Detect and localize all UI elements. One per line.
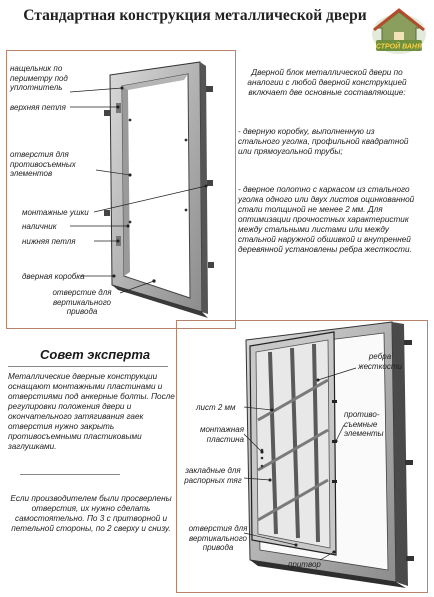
label-anti-removal-holes: отверстия для противосъемных элементов (10, 150, 76, 178)
label-mounting-plate: монтажная пластина (200, 425, 244, 444)
logo-text: СТРОЙ ВАНЯ (375, 43, 423, 51)
description-intro: Дверной блок металлической двери по аналогии с любой дверной конструкцией включает две основные составляющие: (247, 68, 407, 97)
label-sheet-2mm: лист 2 мм (196, 403, 236, 412)
label-vertical-drive-holes: отверстия для вертикального привода (188, 524, 248, 552)
page-title: Стандартная конструкция металлической двери (23, 7, 367, 24)
label-vertical-drive-hole: отверстие для вертикального привода (52, 288, 112, 316)
label-lower-hinge: нижняя петля (22, 237, 76, 246)
expert-title: Совет эксперта (40, 347, 151, 362)
description-item-frame: - дверную коробку, выполненную из стального уголка, профильной квадратной или прямоугольной трубы; (238, 127, 409, 156)
expert-note: Если производителем были просверлены отверстия, их нужно сделать самостоятельно. По 3 с притворной и петельной стороны, по 2 сверху и снизу. (10, 494, 172, 533)
label-anti-removal-elements: противо-съемные элементы (344, 410, 384, 438)
label-stiffening-ribs: ребра жесткости (358, 352, 402, 371)
label-seal-flange: нащельник по периметру под уплотнитель (10, 64, 68, 92)
description-item-leaf: - дверное полотно с каркасом из стального уголка одного или двух листов оцинкованной стали толщиной не менее 2 мм. Для оптимизации прочностных характеристик между стальными листами или между стальной наружной обшивкой и внутренней деревянной установлены ребра жесткости. (238, 185, 415, 254)
label-door-box: дверная коробка (22, 272, 85, 281)
expert-text: Металлические дверные конструкции оснащают монтажными пластинами и отверстиями под анкерные болты. После регулировки положения двери и окончательного затягивания гаек отверстия нужно закрыть противосъемными пластиковыми заглушками. (8, 372, 175, 451)
label-casing: наличник (22, 222, 57, 231)
label-upper-hinge: верхняя петля (10, 103, 66, 112)
label-mounting-ears: монтажные ушки (22, 208, 89, 217)
label-spacer-rods: закладные для распорных тяг (184, 466, 242, 485)
label-rebate: притвор (288, 560, 321, 569)
